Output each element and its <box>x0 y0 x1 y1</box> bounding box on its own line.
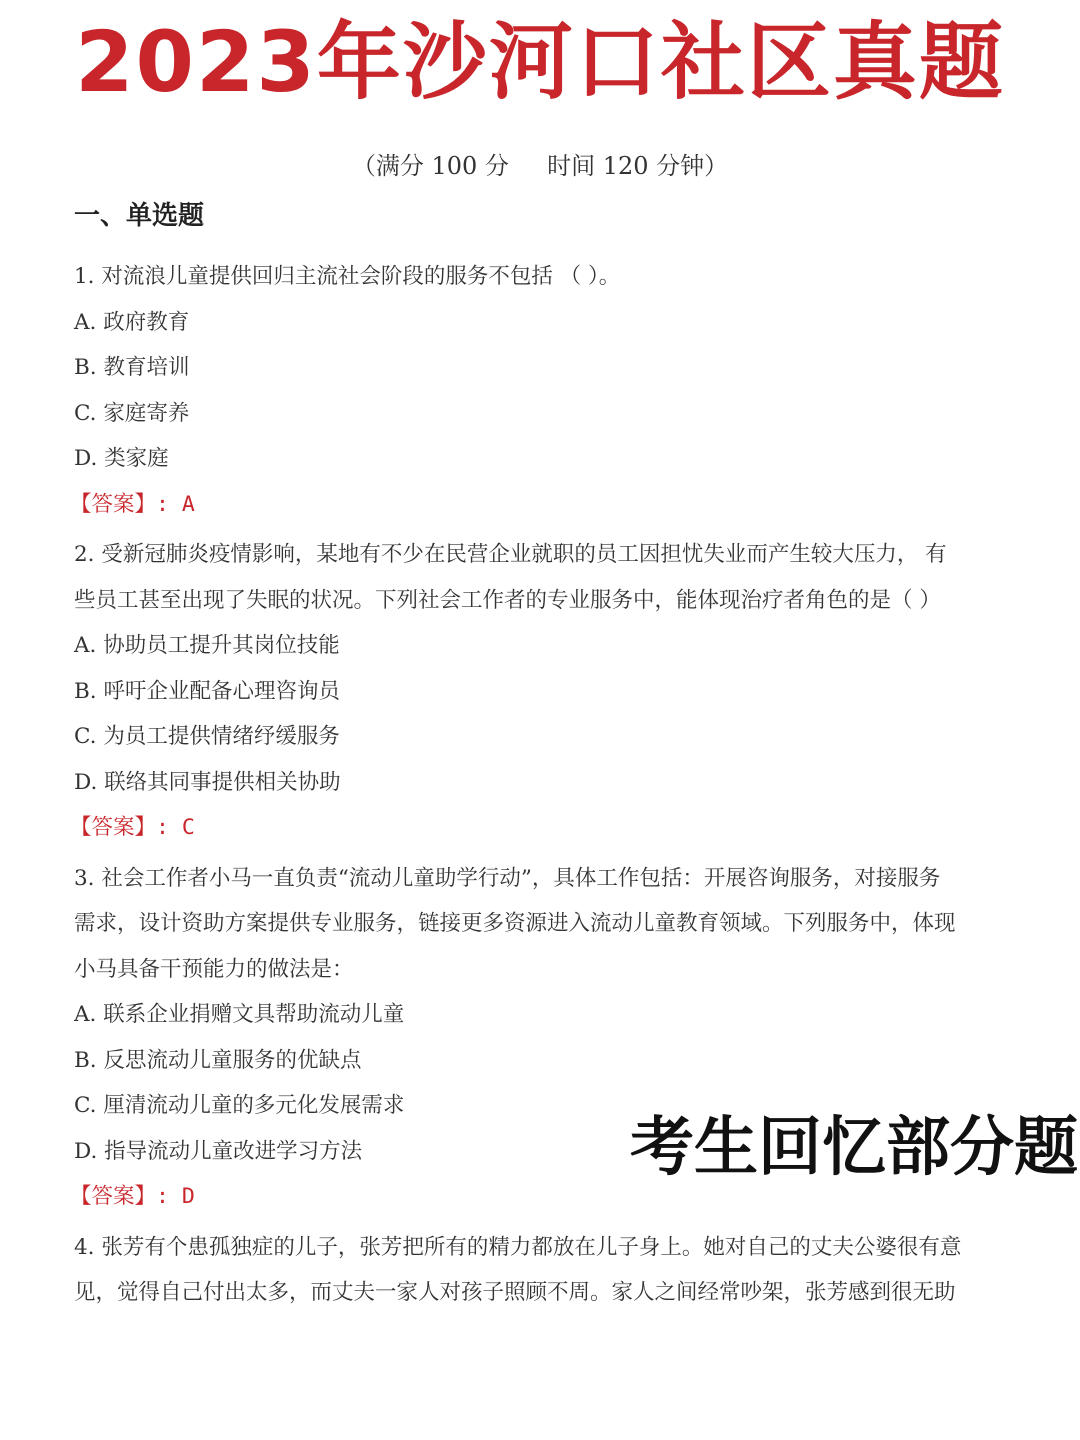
answer-label: 【答案】: D <box>70 1184 195 1209</box>
option-d: D. 类家庭 <box>74 446 169 471</box>
answer-label: 【答案】: C <box>70 815 195 840</box>
question-2 <box>70 532 1024 851</box>
option-c: C. 家庭寄养 <box>74 400 190 426</box>
option-c: C. 为员工提供情绪纾缓服务 <box>74 724 340 749</box>
option-d: D. 指导流动儿童改进学习方法 <box>74 1138 363 1164</box>
question-4 <box>74 1225 1024 1316</box>
option-a: A. 政府教育 <box>74 309 190 335</box>
question-stem-line: 4. 张芳有个患孤独症的儿子，张芳把所有的精力都放在儿子身上。她对自己的丈夫公婆很有意 <box>74 1234 962 1260</box>
option-c: C. 厘清流动儿童的多元化发展需求 <box>74 1093 405 1118</box>
question-1 <box>70 254 1024 527</box>
question-stem-line: 需求，设计资助方案提供专业服务，链接更多资源进入流动儿童教育领域。下列服务中，体现 <box>74 911 956 936</box>
question-stem-line: 小马具备干预能力的做法是： <box>74 956 354 982</box>
question-stem-line: 3. 社会工作者小马一直负责“流动儿童助学行动”，具体工作包括：开展咨询服务，对接服务 <box>74 865 941 891</box>
option-d: D. 联络其同事提供相关协助 <box>74 769 341 795</box>
question-stem-line: 见，觉得自己付出太多，而丈夫一家人对孩子照顾不周。家人之间经常吵架，张芳感到很无助 <box>74 1280 956 1305</box>
recall-note-overlay: 考生回忆部分题 <box>624 1110 1078 1186</box>
option-b: B. 反思流动儿童服务的优缺点 <box>74 1047 362 1073</box>
option-a: A. 协助员工提升其岗位技能 <box>74 633 340 658</box>
question-stem-line: 1. 对流浪儿童提供回归主流社会阶段的服务不包括 （ ）。 <box>74 264 621 289</box>
option-b: B. 呼吁企业配备心理咨询员 <box>74 678 340 704</box>
answer-label: 【答案】: A <box>70 491 195 517</box>
question-stem-line: 些员工甚至出现了失眠的状况。下列社会工作者的专业服务中，能体现治疗者角色的是（ ） <box>74 587 941 613</box>
option-b: B. 教育培训 <box>74 355 190 380</box>
question-stem-line: 2. 受新冠肺炎疫情影响，某地有不少在民营企业就职的员工因担忧失业而产生较大压力， 有 <box>74 542 947 567</box>
page-title: 2023年沙河口社区真题 <box>75 13 1005 111</box>
option-a: A. 联系企业捐赠文具帮助流动儿童 <box>74 1002 405 1027</box>
section-heading: 一、单选题 <box>74 201 205 231</box>
score-time-info: （满分 100 分 时间 120 分钟） <box>351 152 729 180</box>
